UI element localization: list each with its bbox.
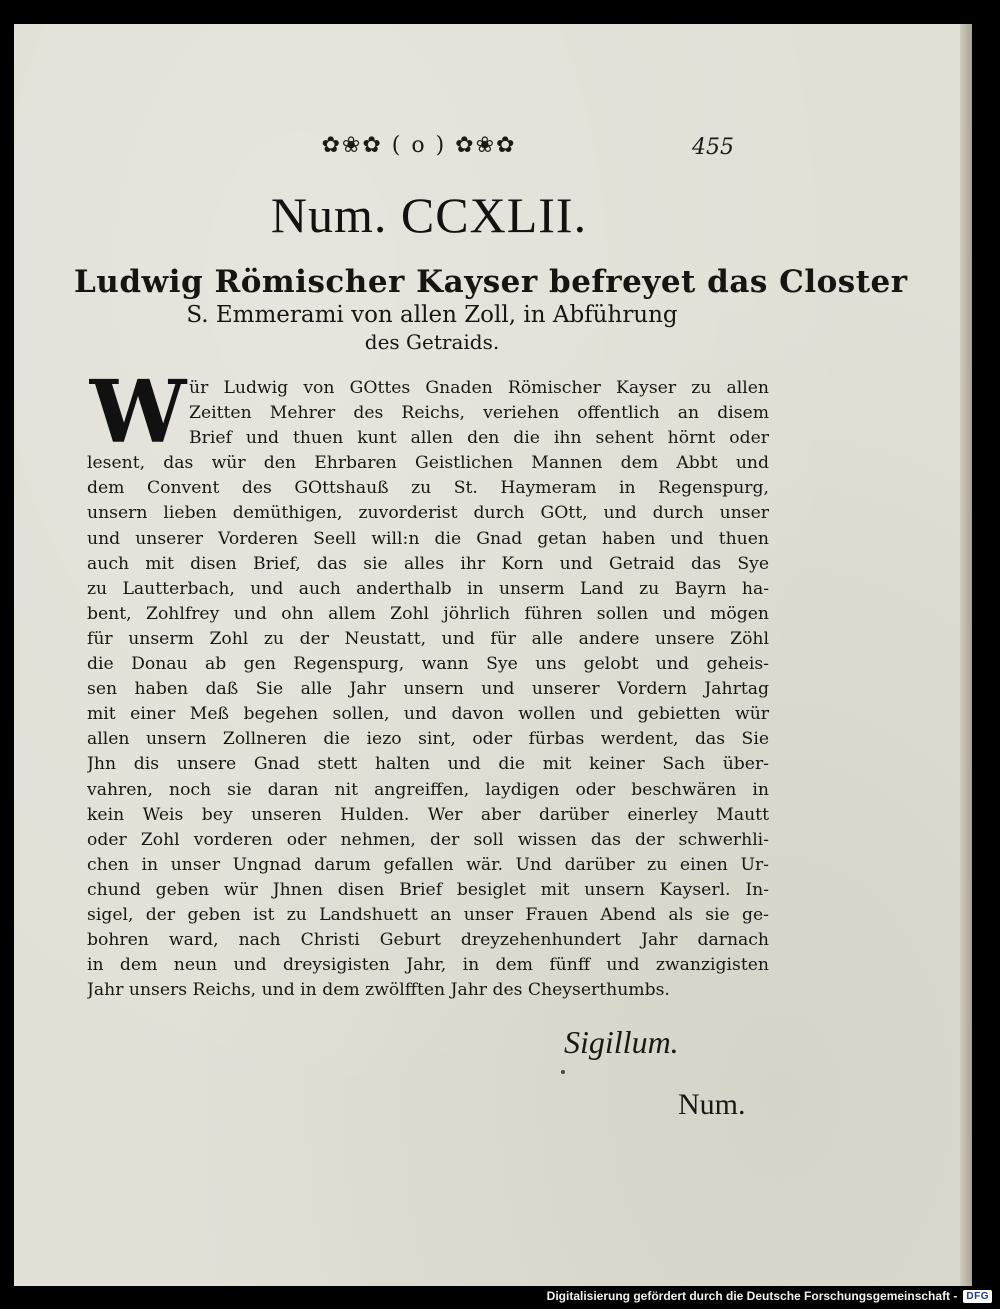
body-line: ür Ludwig von GOttes Gnaden Römischer Kayser zu allen (189, 378, 769, 398)
body-line: dem Convent des GOttshauß zu St. Haymeram in Regenspurg, (87, 478, 769, 499)
body-line: Jhn dis unsere Gnad stett halten und die mit keiner Sach über- (87, 754, 769, 775)
body-line: sigel, der geben ist zu Landshuett an unser Frauen Abend als sie ge- (87, 904, 769, 925)
body-line: chund geben wür Jhnen disen Brief besiglet mit unsern Kayserl. In- (87, 879, 769, 900)
body-line: sen haben daß Sie alle Jahr unsern und unserer Vordern Jahrtag (87, 679, 769, 700)
body-line: auch mit disen Brief, das sie alles ihr Korn und Getraid das Sye (87, 553, 769, 574)
body-line: mit einer Meß begehen sollen, und davon wollen und gebietten wür (87, 704, 769, 725)
header-ornament: ✿❀✿ ( o ) ✿❀✿ (321, 133, 517, 158)
body-line: allen unsern Zollneren die iezo sint, oder fürbas werdent, das Sie (87, 729, 769, 750)
body-line: Zeitten Mehrer des Reichs, veriehen offentlich an disem (189, 403, 769, 424)
seal-signature: Sigillum. (564, 1024, 679, 1060)
document-title (74, 264, 908, 354)
decorated-initial: W (89, 362, 181, 463)
body-line: Jahr unsers Reichs, und in dem zwölfften Jahr des Cheyserthumbs. (87, 980, 670, 1001)
body-line: die Donau ab gen Regenspurg, wann Sye uns gelobt und geheis- (87, 654, 769, 675)
ink-dot (561, 1070, 565, 1074)
catchword: Num. (678, 1088, 746, 1121)
body-line: Brief und thuen kunt allen den die ihn sehent hörnt oder (189, 428, 769, 449)
body-line: kein Weis bey unseren Hulden. Wer aber darüber einerley Mautt (87, 804, 769, 825)
body-line: in dem neun und dreysigisten Jahr, in dem fünff und zwanzigisten (87, 955, 769, 976)
charter-body (87, 362, 769, 1003)
body-line: und unserer Vorderen Seell will:n die Gnad getan haben und thuen (87, 528, 769, 549)
page-number: 455 (692, 135, 734, 160)
body-line: lesent, das wür den Ehrbaren Geistlichen Mannen dem Abbt und (87, 453, 769, 474)
funding-credit: Digitalisierung gefördert durch die Deutsche Forschungsgemeinschaft - (546, 1289, 958, 1303)
body-line: zu Lautterbach, und auch anderthalb in unserm Land zu Bayrn ha- (87, 578, 769, 599)
body-line: bent, Zohlfrey und ohn allem Zohl jöhrlich führen sollen und mögen (87, 603, 769, 624)
body-line: chen in unser Ungnad darum gefallen wär. Und darüber zu einen Ur- (87, 854, 769, 875)
title-line-3: des Getraids. (364, 330, 500, 354)
title-line-1: Ludwig Römischer Kayser befreyet das Closter (74, 264, 908, 300)
digitization-footer (547, 1287, 992, 1305)
body-line: oder Zohl vorderen oder nehmen, der soll wissen das der schwerhli- (87, 829, 769, 850)
body-line: für unserm Zohl zu der Neustatt, und für alle andere unsere Zöhl (87, 628, 769, 649)
dfg-logo-icon: DFG (963, 1290, 992, 1303)
body-line: unsern lieben demüthigen, zuvorderist durch GOtt, und durch unser (87, 503, 769, 524)
document-number: Num. CCXLII. (270, 187, 588, 243)
running-header (14, 129, 972, 169)
body-line: bohren ward, nach Christi Geburt dreyzehenhundert Jahr darnach (87, 930, 769, 951)
title-line-2: S. Emmerami von allen Zoll, in Abführung (186, 302, 678, 328)
body-line: vahren, noch sie daran nit angreiffen, laydigen oder beschwären in (87, 779, 769, 800)
page-edge-shadow (960, 24, 972, 1286)
document-page (14, 24, 972, 1286)
